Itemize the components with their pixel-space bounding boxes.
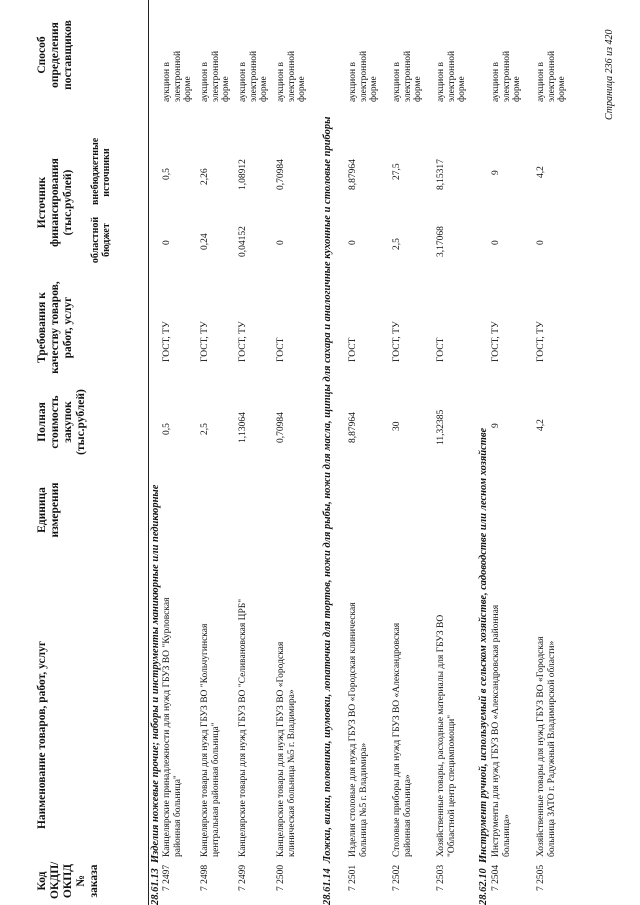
header-funding: Источник финансирования (тыс.рублей) — [36, 158, 74, 247]
row-quality: ГОСТ, ТУ — [536, 321, 546, 362]
row-method: аукцион в электронной форме — [276, 50, 307, 102]
row-name: Канцелярские товары для нужд ГБУЗ ВО "Кольчугинская центральная районная больница" — [200, 623, 221, 857]
row-number: 7 2497 — [162, 864, 172, 891]
row-number: 7 2499 — [238, 864, 248, 891]
row-quality: ГОСТ — [276, 337, 286, 362]
section-title: Инструмент ручной, используемый в сельском хозяйстве, садоводстве или лесном хозяйстве — [478, 427, 489, 863]
row-name: Канцелярские принадлежности для нужд ГБУЗ ВО "Курловская районная больница" — [162, 597, 183, 857]
row-cost: 9 — [491, 423, 501, 428]
row-regional: 0 — [491, 240, 501, 245]
section-heading — [150, 485, 161, 905]
row-method: аукцион в электронной форме — [200, 50, 231, 102]
row-cost: 0,5 — [162, 423, 172, 435]
page-number: Страница 236 из 420 — [604, 29, 615, 120]
row-name: Изделия столовые для нужд ГБУЗ ВО «Городская клиническая больница №5 г. Владимира» — [348, 602, 369, 857]
row-number: 7 2498 — [200, 864, 210, 891]
section-code: 28.62.10 — [478, 868, 489, 905]
row-quality: ГОСТ — [436, 337, 446, 362]
row-name: Хозяйственные товары для нужд ГБУЗ ВО «Городская больница ЗАТО г. Радужный Владимирской области» — [536, 636, 557, 857]
header-quality: Требования к качеству товаров, работ, услуг — [36, 281, 74, 374]
row-name: Столовые приборы для нужд ГБУЗ ВО «Александровская районная больница» — [392, 622, 413, 857]
row-cost: 8,87964 — [348, 412, 358, 443]
row-name: Канцелярские товары для нужд ГБУЗ ВО "Селивановская ЦРБ" — [238, 598, 248, 857]
row-regional: 0 — [348, 240, 358, 245]
row-number: 7 2501 — [348, 864, 358, 891]
header-code: Код ОКДП/ ОКПД № заказа — [36, 861, 100, 899]
row-name: Хозяйственные товары, расходные материалы для ГБУЗ ВО "Областной центр специмпомощи" — [436, 614, 457, 857]
header-cost: Полная стоимость закупок (тыс.рублей) — [36, 389, 87, 455]
header-name: Наименование товаров, работ, услуг — [36, 640, 48, 830]
row-quality: ГОСТ — [348, 337, 358, 362]
row-offbudget: 0,70984 — [276, 159, 286, 190]
header-funding-offbudget: внебюджетные источники — [90, 137, 112, 205]
row-quality: ГОСТ, ТУ — [238, 321, 248, 362]
row-quality: ГОСТ, ТУ — [200, 321, 210, 362]
row-quality: ГОСТ, ТУ — [491, 321, 501, 362]
row-method: аукцион в электронной форме — [162, 50, 193, 102]
row-offbudget: 1,08912 — [238, 159, 248, 190]
row-cost: 1,13064 — [238, 412, 248, 443]
row-method: аукцион в электронной форме — [436, 50, 467, 102]
row-name: Инструменты для нужд ГБУЗ ВО «Александровская районная больница» — [491, 604, 512, 857]
row-offbudget: 9 — [491, 170, 501, 175]
row-name: Канцелярские товары для нужд ГБУЗ ВО «Городская клиническая больница №5 г. Владимира» — [276, 641, 297, 857]
row-regional: 0,04152 — [238, 226, 248, 257]
header-rule — [148, 0, 149, 905]
row-number: 7 2503 — [436, 864, 446, 891]
row-regional: 0 — [276, 240, 286, 245]
row-cost: 4,2 — [536, 419, 546, 431]
row-cost: 11,32385 — [436, 409, 446, 445]
row-offbudget: 27,5 — [392, 163, 402, 180]
section-code: 28.61.13 — [150, 868, 161, 905]
row-method: аукцион в электронной форме — [491, 50, 522, 102]
header-unit: Единица измерения — [36, 482, 61, 538]
row-regional: 3,17068 — [436, 226, 446, 257]
row-number: 7 2500 — [276, 864, 286, 891]
row-method: аукцион в электронной форме — [536, 50, 567, 102]
row-offbudget: 2,26 — [200, 168, 210, 185]
row-regional: 0,24 — [200, 233, 210, 250]
row-number: 7 2504 — [491, 864, 501, 891]
row-quality: ГОСТ, ТУ — [162, 321, 172, 362]
row-regional: 0 — [162, 240, 172, 245]
row-quality: ГОСТ, ТУ — [392, 321, 402, 362]
row-offbudget: 8,87964 — [348, 159, 358, 190]
row-offbudget: 8,15317 — [436, 159, 446, 190]
row-cost: 0,70984 — [276, 412, 286, 443]
row-cost: 30 — [392, 421, 402, 431]
row-number: 7 2502 — [392, 864, 402, 891]
header-method: Способ определения поставщиков — [36, 20, 74, 90]
row-method: аукцион в электронной форме — [348, 50, 379, 102]
section-code: 28.61.14 — [322, 868, 333, 905]
header-funding-regional: областной бюджет — [90, 216, 112, 264]
section-title: Изделия ножевые прочие; наборы и инструменты маникюрные или педикюрные — [150, 484, 161, 863]
row-cost: 2,5 — [200, 423, 210, 435]
row-offbudget: 4,2 — [536, 166, 546, 178]
row-regional: 2,5 — [392, 238, 402, 250]
section-title: Ложки, вилки, половники, шумовки, лопаточки для тортов, ножи для рыбы, ножи для масла, щипцы для сахара и аналогичные кухонные и столовые приборы — [322, 116, 333, 863]
row-method: аукцион в электронной форме — [238, 50, 269, 102]
row-offbudget: 0,5 — [162, 168, 172, 180]
row-method: аукцион в электронной форме — [392, 50, 423, 102]
section-heading — [322, 5, 333, 905]
row-regional: 0 — [536, 240, 546, 245]
row-number: 7 2505 — [536, 864, 546, 891]
section-heading — [478, 428, 489, 905]
